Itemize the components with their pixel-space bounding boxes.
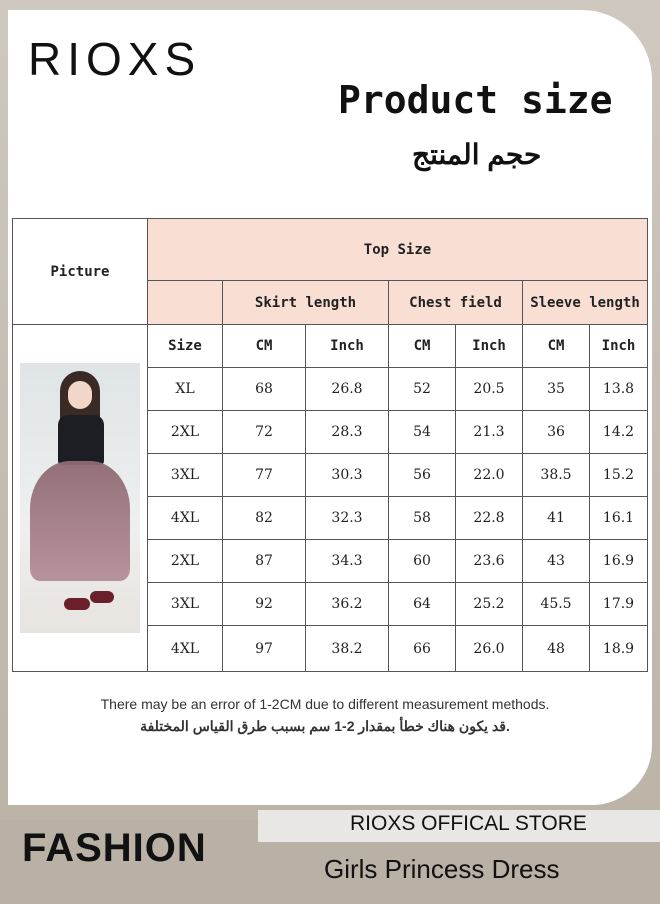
cell-value: 43 <box>523 540 590 583</box>
cell-size: 3XL <box>148 454 223 497</box>
group-skirt-length: Skirt length <box>223 281 389 325</box>
size-label: Size <box>148 325 223 368</box>
store-name: RIOXS OFFICAL STORE <box>350 812 587 835</box>
cell-value: 22.0 <box>456 454 523 497</box>
cell-value: 48 <box>523 626 590 672</box>
measurement-note-arabic: .قد يكون هناك خطأ بمقدار 2-1 سم بسبب طرق القياس المختلفة <box>140 718 510 734</box>
cell-value: 60 <box>389 540 456 583</box>
cell-value: 77 <box>223 454 306 497</box>
cell-value: 21.3 <box>456 411 523 454</box>
cell-value: 14.2 <box>590 411 648 454</box>
cell-value: 17.9 <box>590 583 648 626</box>
cell-value: 16.1 <box>590 497 648 540</box>
top-size-header: Top Size <box>148 219 648 281</box>
cell-value: 16.9 <box>590 540 648 583</box>
cell-value: 52 <box>389 368 456 411</box>
cell-value: 25.2 <box>456 583 523 626</box>
cell-value: 92 <box>223 583 306 626</box>
brand-logo: RIOXS <box>28 33 202 85</box>
cell-value: 54 <box>389 411 456 454</box>
photo-shoe <box>90 591 114 603</box>
cell-value: 35 <box>523 368 590 411</box>
measurement-note: There may be an error of 1-2CM due to different measurement methods. <box>100 696 550 712</box>
cell-value: 41 <box>523 497 590 540</box>
photo-face <box>68 381 92 409</box>
cell-value: 26.8 <box>306 368 389 411</box>
cell-value: 15.2 <box>590 454 648 497</box>
cell-value: 18.9 <box>590 626 648 672</box>
header-blank <box>148 281 223 325</box>
product-name: Girls Princess Dress <box>324 854 560 884</box>
cell-value: 66 <box>389 626 456 672</box>
cell-value: 26.0 <box>456 626 523 672</box>
cell-value: 34.3 <box>306 540 389 583</box>
cell-size: 2XL <box>148 540 223 583</box>
cell-value: 38.5 <box>523 454 590 497</box>
cell-size: XL <box>148 368 223 411</box>
cell-value: 22.8 <box>456 497 523 540</box>
cell-size: 4XL <box>148 497 223 540</box>
cell-size: 2XL <box>148 411 223 454</box>
page-title-arabic: حجم المنتج <box>412 139 542 170</box>
unit-header: Inch <box>456 325 523 368</box>
cell-value: 38.2 <box>306 626 389 672</box>
picture-header: Picture <box>13 219 148 325</box>
product-photo <box>20 363 140 633</box>
cell-value: 64 <box>389 583 456 626</box>
group-chest-field: Chest field <box>389 281 523 325</box>
cell-value: 45.5 <box>523 583 590 626</box>
cell-value: 72 <box>223 411 306 454</box>
cell-value: 87 <box>223 540 306 583</box>
fashion-label: FASHION <box>22 826 207 870</box>
cell-value: 68 <box>223 368 306 411</box>
cell-value: 58 <box>389 497 456 540</box>
cell-value: 36 <box>523 411 590 454</box>
cell-value: 97 <box>223 626 306 672</box>
page-title: Product size <box>338 78 613 122</box>
unit-header: CM <box>389 325 456 368</box>
unit-header: Inch <box>590 325 648 368</box>
picture-cell <box>13 325 148 672</box>
cell-value: 82 <box>223 497 306 540</box>
size-table <box>12 218 648 672</box>
photo-top <box>58 415 104 465</box>
photo-skirt <box>30 461 130 581</box>
cell-value: 32.3 <box>306 497 389 540</box>
unit-header: CM <box>523 325 590 368</box>
cell-value: 23.6 <box>456 540 523 583</box>
cell-value: 28.3 <box>306 411 389 454</box>
group-sleeve-length: Sleeve length <box>523 281 648 325</box>
cell-value: 20.5 <box>456 368 523 411</box>
cell-value: 56 <box>389 454 456 497</box>
cell-size: 3XL <box>148 583 223 626</box>
cell-value: 30.3 <box>306 454 389 497</box>
cell-value: 36.2 <box>306 583 389 626</box>
unit-header: CM <box>223 325 306 368</box>
cell-value: 13.8 <box>590 368 648 411</box>
cell-size: 4XL <box>148 626 223 672</box>
unit-header: Inch <box>306 325 389 368</box>
photo-shoe <box>64 598 90 610</box>
